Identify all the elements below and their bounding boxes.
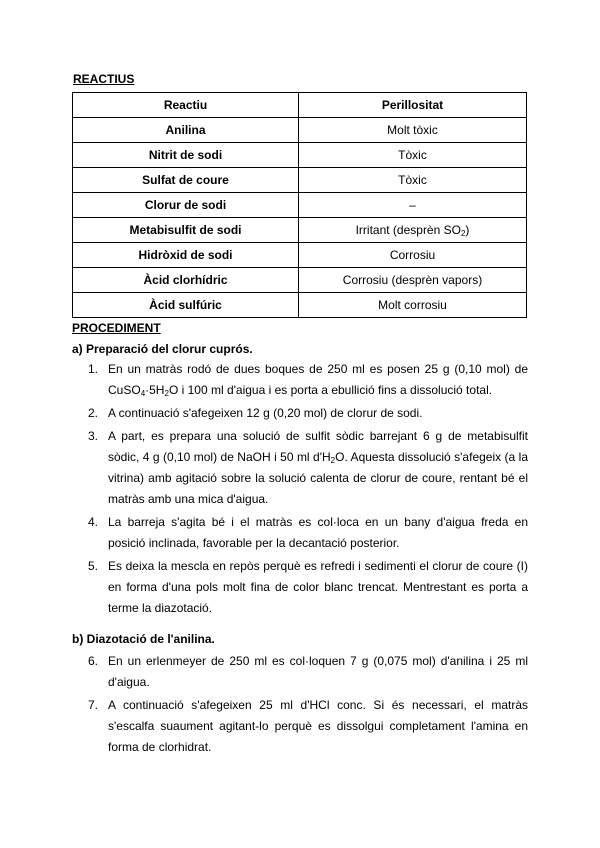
procediment-heading: PROCEDIMENT xyxy=(72,321,161,335)
step-text: Es deixa la mescla en repòs perquè es refredi i sedimenti el clorur de coure (I) en forma d'una pols molt fina de color blanc trencat. Mentrestant es porta a terme la diazotació. xyxy=(108,559,528,615)
step-number: 4. xyxy=(88,515,99,529)
step-subscript: 4 xyxy=(140,389,146,398)
reagent-hazard: Corrosiu xyxy=(299,243,527,268)
column-header-reactiu: Reactiu xyxy=(73,93,299,118)
step-number: 1. xyxy=(88,362,99,376)
step-number: 7. xyxy=(88,698,99,712)
reagent-hazard: Corrosiu (desprèn vapors) xyxy=(299,268,527,293)
step-number: 6. xyxy=(88,654,99,668)
section-b-title: b) Diazotació de l'anilina. xyxy=(72,632,215,646)
step-subscript: 2 xyxy=(164,389,169,398)
section-a-steps xyxy=(72,359,528,621)
list-item xyxy=(72,556,528,619)
step-text: En un erlenmeyer de 250 ml es col·loquen 7 g (0,075 mol) d'anilina i 25 ml d'aigua. xyxy=(108,654,528,689)
reagent-hazard: Molt tòxic xyxy=(299,118,527,143)
list-item xyxy=(72,512,528,554)
table-row xyxy=(73,193,527,218)
column-header-perillositat: Perillositat xyxy=(299,93,527,118)
step-text: O. Aquesta dissolució s'afegeix (a la vitrina) amb agitació sobre la solució calenta de clorur de coure, rentant bé el matràs amb una mica d'aigua. xyxy=(108,450,528,506)
step-subscript: 2 xyxy=(330,456,336,465)
reagent-hazard: – xyxy=(299,193,527,218)
step-text: A continuació s'afegeixen 12 g (0,20 mol) de clorur de sodi. xyxy=(108,406,423,420)
reagent-hazard xyxy=(299,218,527,243)
section-a-title: a) Preparació del clorur cuprós. xyxy=(72,342,253,356)
reagent-name: Metabisulfit de sodi xyxy=(73,218,299,243)
table-row xyxy=(73,218,527,243)
reagent-name: Àcid clorhídric xyxy=(73,268,299,293)
table-row xyxy=(73,243,527,268)
step-number: 2. xyxy=(88,406,99,420)
hazard-subscript: 2 xyxy=(460,229,466,238)
step-number: 3. xyxy=(88,429,99,443)
table-row xyxy=(73,293,527,318)
reagent-name: Nitrit de sodi xyxy=(73,143,299,168)
section-b-steps xyxy=(72,651,528,760)
step-text: O i 100 ml d'aigua i es porta a ebullició fins a dissolució total. xyxy=(168,383,493,397)
step-text: ·5H xyxy=(145,383,165,397)
list-item xyxy=(72,695,528,758)
reagent-name: Sulfat de coure xyxy=(73,168,299,193)
table-row xyxy=(73,118,527,143)
list-item xyxy=(72,651,528,693)
reagent-hazard: Molt corrosiu xyxy=(299,293,527,318)
list-item xyxy=(72,359,528,401)
list-item xyxy=(72,403,528,424)
step-text: La barreja s'agita bé i el matràs es col·loca en un bany d'aigua freda en posició inclinada, favorable per la decantació posterior. xyxy=(108,515,528,550)
step-text: A continuació s'afegeixen 25 ml d'HCl conc. Si és necessari, el matràs s'escalfa suaument agitant-lo perquè es dissolgui completament l'amina en forma de clorhidrat. xyxy=(108,698,528,754)
table-row xyxy=(73,268,527,293)
reagent-hazard: Tòxic xyxy=(299,143,527,168)
reagent-name: Clorur de sodi xyxy=(73,193,299,218)
reagent-name: Anilina xyxy=(73,118,299,143)
list-item xyxy=(72,426,528,510)
reagent-name: Hidròxid de sodi xyxy=(73,243,299,268)
hazard-text: Irritant (desprèn SO xyxy=(355,223,461,237)
reagent-name: Àcid sulfúric xyxy=(73,293,299,318)
reagents-table xyxy=(72,92,527,318)
table-row xyxy=(73,168,527,193)
step-number: 5. xyxy=(88,559,99,573)
reagent-hazard: Tòxic xyxy=(299,168,527,193)
hazard-text-end: ) xyxy=(465,223,470,237)
table-header-row xyxy=(73,93,527,118)
step-text: En un matràs rodó de dues boques de 250 ml es posen 25 g (0,10 mol) de CuSO xyxy=(108,362,528,397)
table-row xyxy=(73,143,527,168)
step-text: A part, es prepara una solució de sulfit sòdic barrejant 6 g de metabisulfit sòdic, 4 g (0,10 mol) de NaOH i 50 ml d'H xyxy=(108,429,528,464)
reactius-heading: REACTIUS xyxy=(73,72,135,86)
